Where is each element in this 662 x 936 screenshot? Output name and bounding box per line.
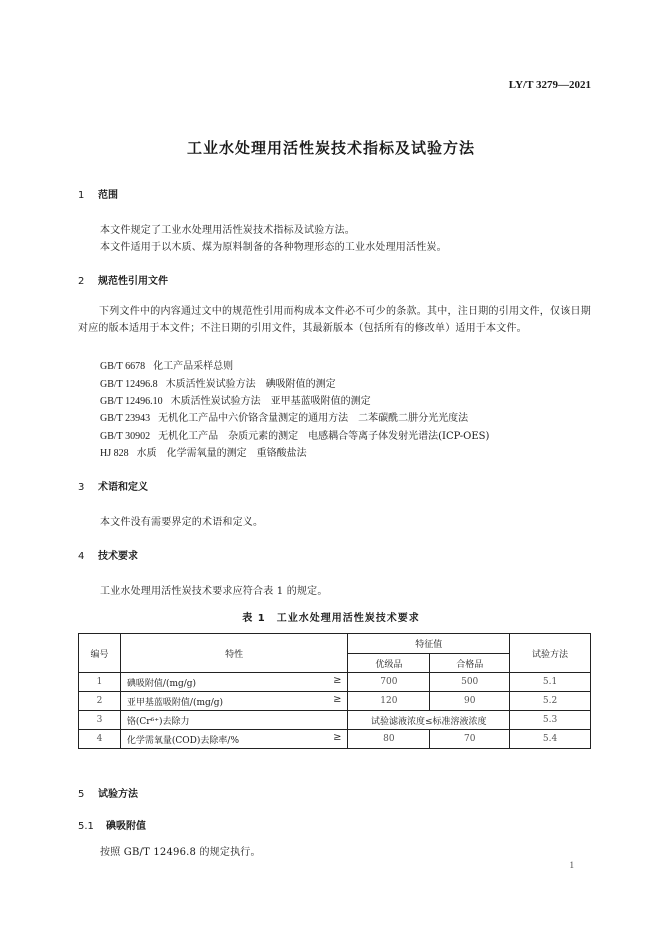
header-no: 编号 (79, 634, 121, 673)
cell-property (120, 692, 348, 711)
property-label: 亚甲基蓝吸附值/(mg/g) (126, 697, 224, 708)
paragraph: 下列文件中的内容通过文中的规范性引用而构成本文件必不可少的条款。其中，注日期的引用文件，仅该日期对应的版本适用于本文件；不注日期的引用文件，其最新版本（包括所有的修改单）适用于本文件。 (78, 306, 591, 334)
table-row (79, 730, 591, 749)
cell-method: 5.1 (510, 673, 591, 692)
ge-sign: ≥ (333, 675, 342, 686)
header-property: 特性 (120, 634, 348, 673)
reference-code: GB/T 6678 (100, 361, 146, 372)
reference-code: HJ 828 (100, 448, 129, 459)
cell-superior: 700 (348, 673, 430, 692)
paragraph: 本文件规定了工业水处理用活性炭技术指标及试验方法。 (100, 225, 355, 236)
reference-item (100, 444, 307, 459)
paragraph: 工业水处理用活性炭技术要求应符合表 1 的规定。 (100, 586, 328, 597)
standard-number: LY/T 3279—2021 (508, 79, 591, 91)
reference-code: GB/T 12496.8 (100, 379, 158, 390)
subsection-title: 碘吸附值 (106, 821, 146, 832)
reference-name: 无机化工产品 (158, 431, 219, 442)
cell-no: 2 (79, 692, 121, 711)
paragraph: 本文件没有需要界定的术语和定义。 (100, 517, 264, 528)
section-5-heading (78, 785, 138, 800)
reference-part: 杂质元素的测定 电感耦合等离子体发射光谱法(ICP-OES) (228, 431, 490, 442)
section-title: 规范性引用文件 (98, 276, 168, 287)
section-4-heading (78, 547, 138, 562)
reference-name: 木质活性炭试验方法 (170, 396, 261, 407)
header-superior: 优级品 (348, 654, 430, 673)
reference-name: 水质 (136, 448, 157, 459)
table-row (79, 692, 591, 711)
cell-property (120, 711, 348, 730)
section-number: 3 (78, 482, 85, 493)
paragraph: 按照 GB/T 12496.8 的规定执行。 (100, 847, 261, 858)
reference-part: 亚甲基蓝吸附值的测定 (270, 396, 371, 407)
cell-qualified: 500 (430, 673, 510, 692)
reference-code: GB/T 30902 (100, 431, 151, 442)
section-2-heading (78, 272, 168, 287)
cell-no: 4 (79, 730, 121, 749)
section-number: 5 (78, 789, 85, 800)
section-3-heading (78, 478, 148, 493)
section-1-heading (78, 186, 118, 201)
reference-code: GB/T 12496.10 (100, 396, 163, 407)
ge-sign: ≥ (333, 694, 342, 705)
subsection-5-1-heading (78, 817, 146, 832)
section-title: 试验方法 (98, 789, 138, 800)
cell-method: 5.4 (510, 730, 591, 749)
reference-name: 化工产品采样总则 (153, 361, 234, 372)
header-value: 特征值 (348, 634, 510, 654)
subsection-number: 5.1 (78, 821, 94, 832)
reference-item (100, 427, 489, 442)
section-title: 术语和定义 (98, 482, 148, 493)
reference-part: 化学需氧量的测定 重铬酸盐法 (166, 448, 307, 459)
reference-part: 二苯碳酰二肼分光光度法 (358, 413, 469, 424)
cell-property (120, 730, 348, 749)
section-number: 4 (78, 551, 85, 562)
header-method: 试验方法 (510, 634, 591, 673)
section-number: 1 (78, 190, 85, 201)
reference-code: GB/T 23943 (100, 413, 151, 424)
page-number: 1 (569, 860, 574, 870)
cell-qualified: 90 (430, 692, 510, 711)
reference-item (100, 409, 468, 424)
spec-table (78, 633, 591, 749)
property-label: 化学需氧量(COD)去除率/% (126, 735, 239, 746)
table-caption: 表 1 工业水处理用活性炭技术要求 (242, 613, 420, 624)
section-title: 技术要求 (98, 551, 138, 562)
table-row (79, 711, 591, 730)
cell-qualified: 70 (430, 730, 510, 749)
section-title: 范围 (98, 190, 118, 201)
header-qualified: 合格品 (430, 654, 510, 673)
cell-method: 5.3 (510, 711, 591, 730)
reference-name: 无机化工产品中六价铬含量测定的通用方法 (158, 413, 349, 424)
cell-no: 1 (79, 673, 121, 692)
ge-sign: ≥ (333, 732, 342, 743)
reference-part: 碘吸附值的测定 (265, 379, 336, 390)
cell-superior: 120 (348, 692, 430, 711)
cell-merged-value: 试验滤液浓度≤标准溶液浓度 (348, 711, 510, 730)
cell-method: 5.2 (510, 692, 591, 711)
reference-name: 木质活性炭试验方法 (165, 379, 256, 390)
cell-property (120, 673, 348, 692)
reference-item (100, 392, 371, 407)
paragraph: 本文件适用于以木质、煤为原料制备的各种物理形态的工业水处理用活性炭。 (100, 242, 447, 253)
reference-item (100, 375, 336, 390)
table-header-row (79, 634, 591, 654)
document-title: 工业水处理用活性炭技术指标及试验方法 (186, 139, 475, 157)
property-label: 铬(Cr⁶⁺)去除力 (126, 716, 190, 727)
property-label: 碘吸附值/(mg/g) (126, 678, 197, 689)
reference-item (100, 357, 243, 372)
section-number: 2 (78, 276, 85, 287)
cell-superior: 80 (348, 730, 430, 749)
table-row (79, 673, 591, 692)
cell-no: 3 (79, 711, 121, 730)
